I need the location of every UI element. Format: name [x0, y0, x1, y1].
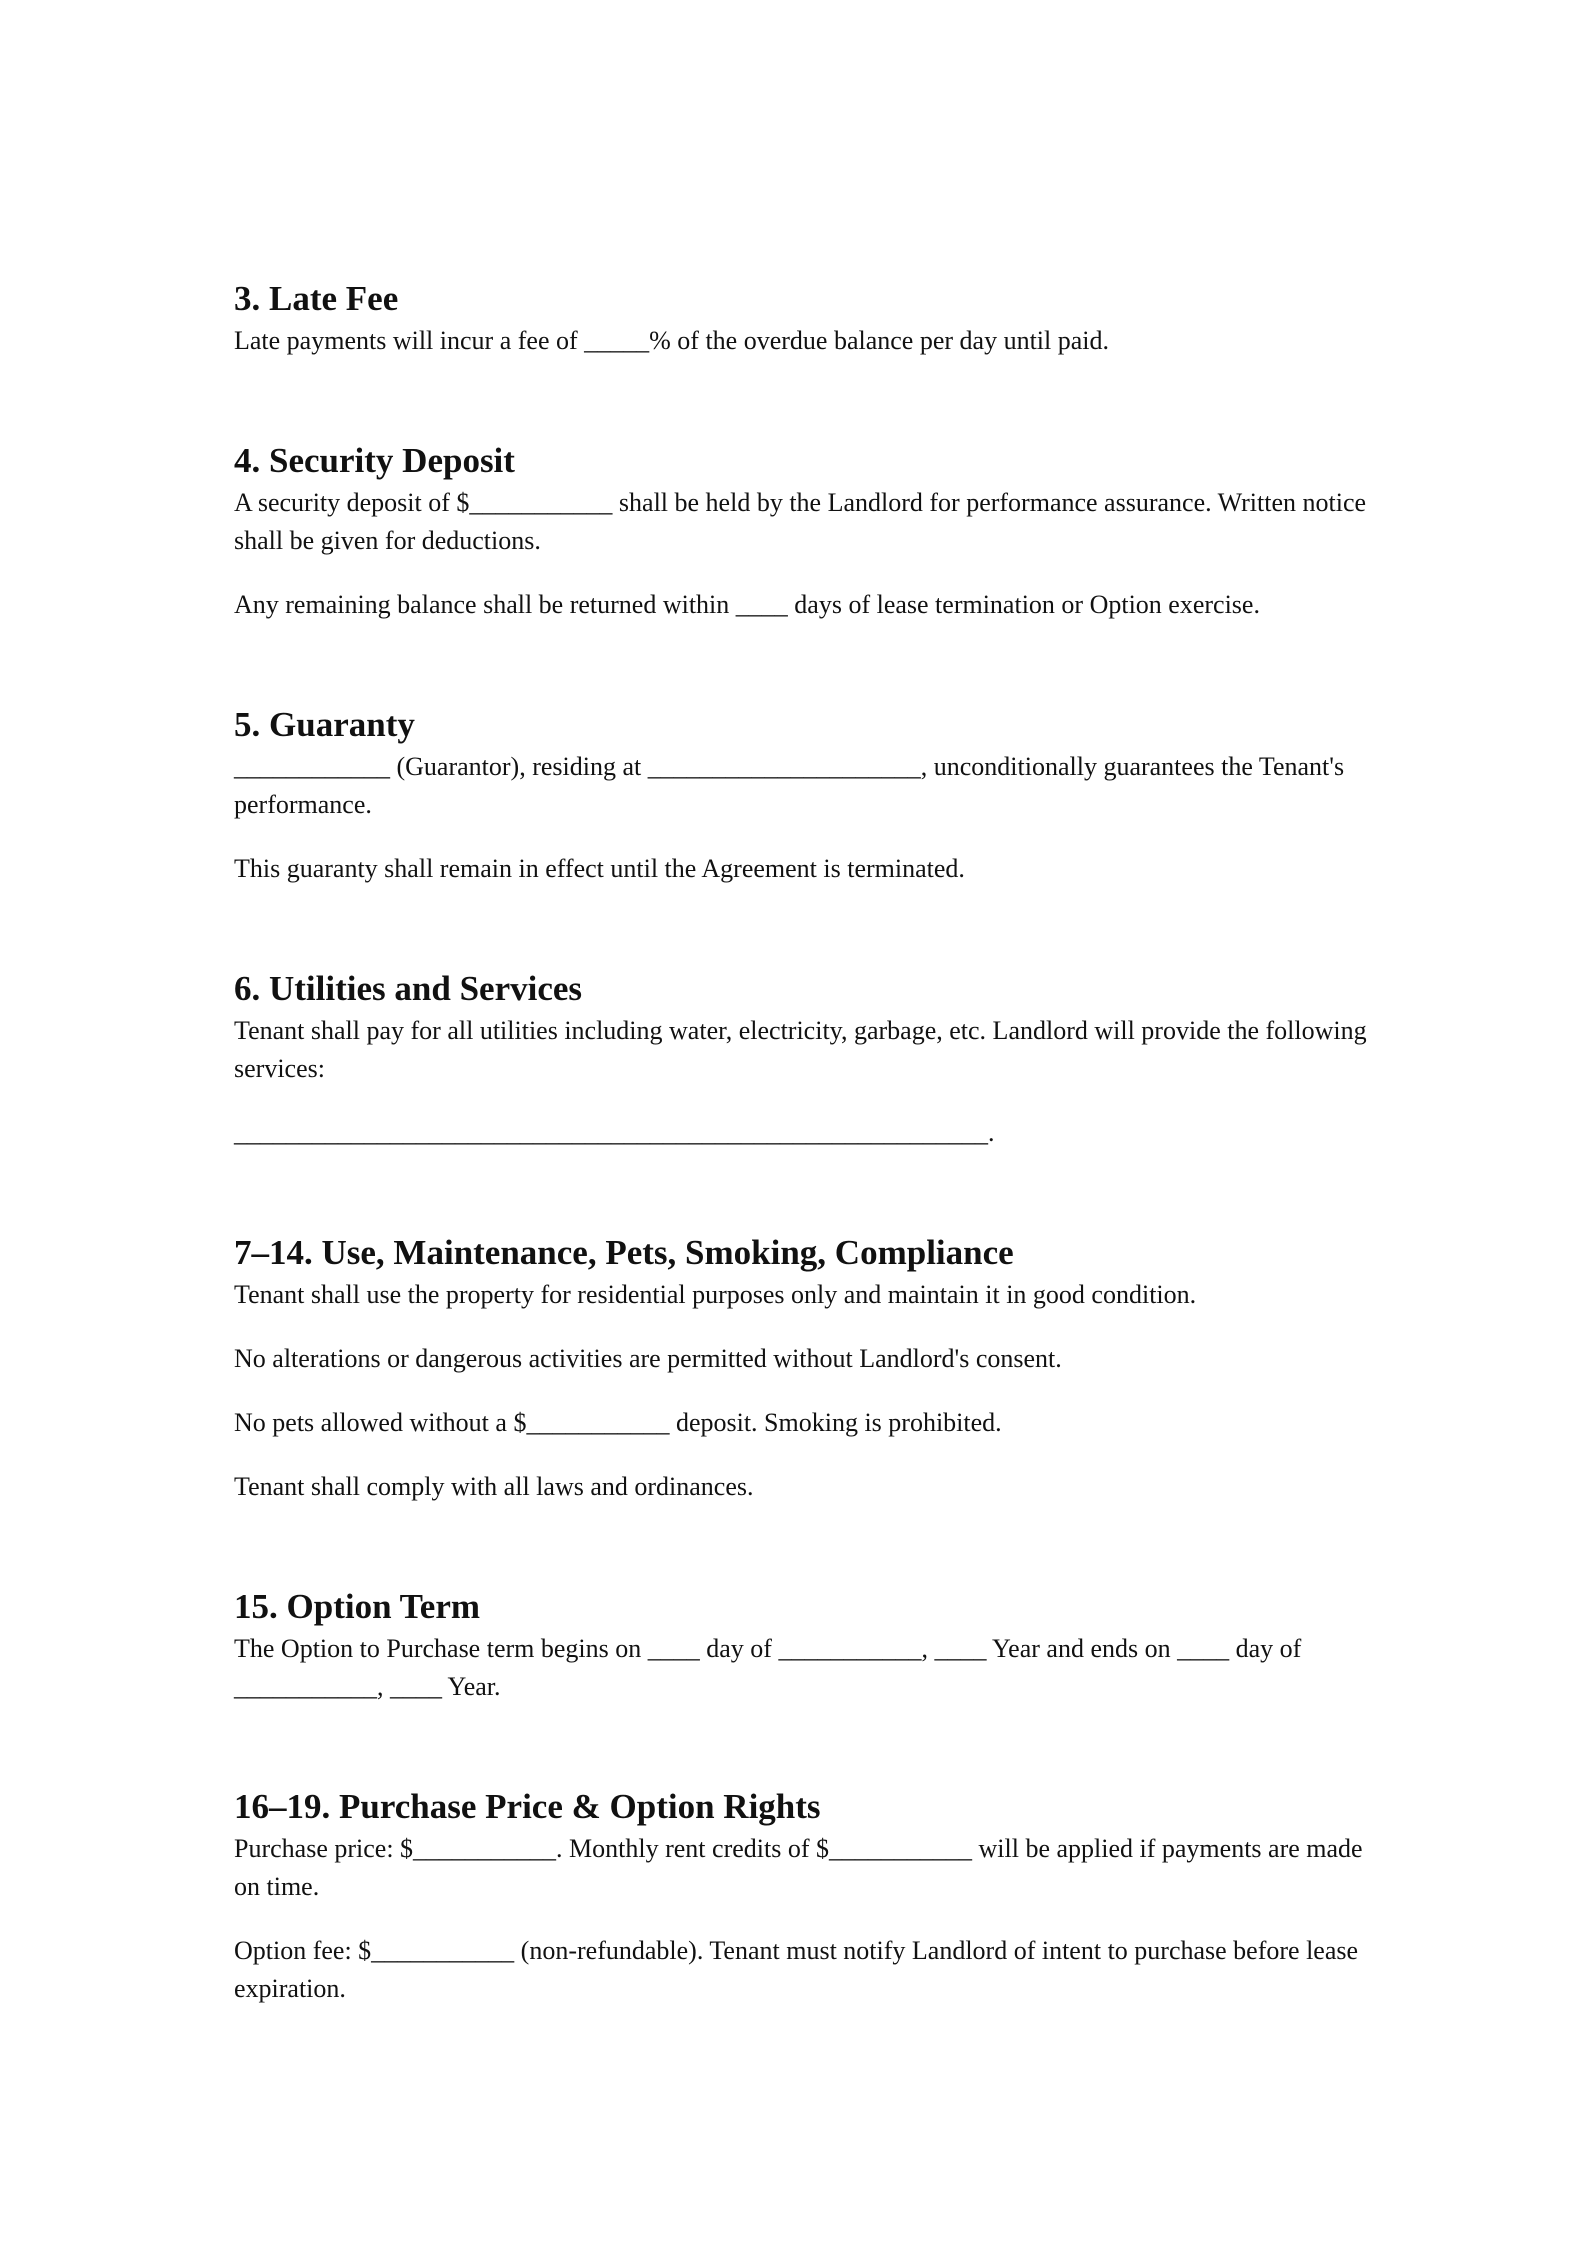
services-blank-line: __________________________________________________________. — [234, 1118, 995, 1147]
section-paragraph: A security deposit of $___________ shall be held by the Landlord for performance assurance. Written notice shall be given for deductions. — [234, 488, 1367, 555]
section-paragraph: ____________ (Guarantor), residing at _____________________, unconditionally guarantees the Tenant's performance. — [234, 752, 1345, 819]
section-paragraph: Any remaining balance shall be returned within ____ days of lease termination or Option exercise. — [234, 590, 1260, 619]
section-paragraph: The Option to Purchase term begins on ____ day of ___________, ____ Year and ends on ____ day of ___________, ____ Year. — [234, 1634, 1302, 1701]
section-heading: 15. Option Term — [234, 1587, 481, 1626]
section-heading: 5. Guaranty — [234, 705, 415, 744]
section-use-maintenance — [234, 1232, 1384, 1506]
section-paragraph: This guaranty shall remain in effect until the Agreement is terminated. — [234, 854, 965, 883]
section-paragraph: Tenant shall pay for all utilities including water, electricity, garbage, etc. Landlord will provide the following services: — [234, 1016, 1367, 1083]
section-heading: 16–19. Purchase Price & Option Rights — [234, 1787, 821, 1826]
section-late-fee — [234, 278, 1384, 360]
section-heading: 4. Security Deposit — [234, 441, 515, 480]
section-heading: 6. Utilities and Services — [234, 969, 583, 1008]
section-paragraph: Purchase price: $___________. Monthly rent credits of $___________ will be applied if payments are made on time. — [234, 1834, 1363, 1901]
section-paragraph: Tenant shall comply with all laws and ordinances. — [234, 1472, 754, 1501]
section-purchase-price — [234, 1786, 1384, 2008]
section-paragraph: Option fee: $___________ (non-refundable). Tenant must notify Landlord of intent to purchase before lease expiration. — [234, 1936, 1359, 2003]
section-security-deposit — [234, 440, 1384, 624]
section-option-term — [234, 1586, 1384, 1706]
section-paragraph: Tenant shall use the property for residential purposes only and maintain it in good condition. — [234, 1280, 1197, 1309]
section-paragraph: Late payments will incur a fee of _____% of the overdue balance per day until paid. — [234, 326, 1110, 355]
section-paragraph: No pets allowed without a $___________ deposit. Smoking is prohibited. — [234, 1408, 1002, 1437]
section-paragraph: No alterations or dangerous activities are permitted without Landlord's consent. — [234, 1344, 1062, 1373]
section-guaranty — [234, 704, 1384, 888]
section-heading: 7–14. Use, Maintenance, Pets, Smoking, Compliance — [234, 1233, 1014, 1272]
section-heading: 3. Late Fee — [234, 279, 399, 318]
document-page — [234, 278, 1384, 2008]
section-utilities — [234, 968, 1384, 1152]
